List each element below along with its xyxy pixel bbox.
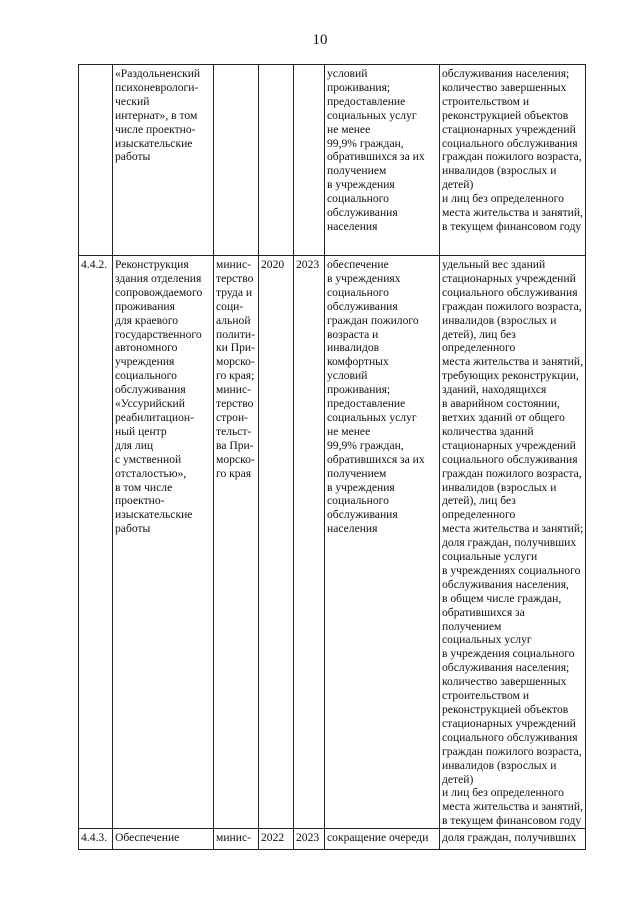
page-number: 10 bbox=[312, 32, 328, 48]
cell-executor: минис- терство труда и соци- альной полити- ки При- морско- го края; минис- терство строи- тельст- ва При- морско- го края bbox=[214, 256, 259, 829]
cell-activity-name: Обеспечение bbox=[113, 829, 214, 850]
cell-activity-name: Реконструкция здания отделения сопровождаемого проживания для краевого государственного автономного учреждения социального обслуживания «Уссурийский реабилитацион- ный центр для лиц с умственной отсталостью», в том числе проектно- изыскательские работы bbox=[113, 256, 214, 829]
cell-year-end: 2023 bbox=[294, 256, 325, 829]
cell-expected-result: сокращение очереди bbox=[325, 829, 440, 850]
cell-expected-result: условий проживания; предоставление социальных услуг не менее 99,9% граждан, обратившихся за их получением в учреждения социального обслуживания населения bbox=[325, 65, 440, 256]
cell-executor: минис- bbox=[214, 829, 259, 850]
table-row bbox=[79, 829, 586, 850]
cell-year-end: 2023 bbox=[294, 829, 325, 850]
cell-activity-name: «Раздольненский психоневрологи- ческий интернат», в том числе проектно- изыскательские работы bbox=[113, 65, 214, 256]
cell-executor bbox=[214, 65, 259, 256]
table-row bbox=[79, 256, 586, 829]
cell-item-number: 4.4.3. bbox=[79, 829, 113, 850]
cell-item-number: 4.4.2. bbox=[79, 256, 113, 829]
cell-year-start: 2022 bbox=[259, 829, 294, 850]
cell-indicators: обслуживания населения; количество завершенных строительством и реконструкцией объектов стационарных учреждений социального обслуживания граждан пожилого возраста, инвалидов (взрослых и детей) и лиц без определенного места жительства и занятий, в текущем финансовом году bbox=[440, 65, 586, 256]
program-table bbox=[78, 64, 586, 850]
cell-year-start: 2020 bbox=[259, 256, 294, 829]
cell-indicators: удельный вес зданий стационарных учреждений социального обслуживания граждан пожилого возраста, инвалидов (взрослых и детей), лиц без определенного места жительства и занятий, требующих реконструкции, зданий, находящихся в аварийном состоянии, ветхих зданий от общего количества зданий стационарных учреждений социального обслуживания граждан пожилого возраста, инвалидов (взрослых и детей), лиц без определенного места жительства и занятий; доля граждан, получивших социальные услуги в учреждениях социального обслуживания населения, в общем числе граждан, обратившихся за получением социальных услуг в учреждения социального обслуживания населения; количество завершенных строительством и реконструкцией объектов стационарных учреждений социального обслуживания граждан пожилого возраста, инвалидов (взрослых и детей) и лиц без определенного места жительства и занятий, в текущем финансовом году bbox=[440, 256, 586, 829]
cell-expected-result: обеспечение в учреждениях социального обслуживания граждан пожилого возраста и инвалидов комфортных условий проживания; предоставление социальных услуг не менее 99,9% граждан, обратившихся за их получением в учреждения социального обслуживания населения bbox=[325, 256, 440, 829]
cell-year-end bbox=[294, 65, 325, 256]
cell-indicators: доля граждан, получивших bbox=[440, 829, 586, 850]
table-row bbox=[79, 65, 586, 256]
cell-year-start bbox=[259, 65, 294, 256]
cell-item-number bbox=[79, 65, 113, 256]
